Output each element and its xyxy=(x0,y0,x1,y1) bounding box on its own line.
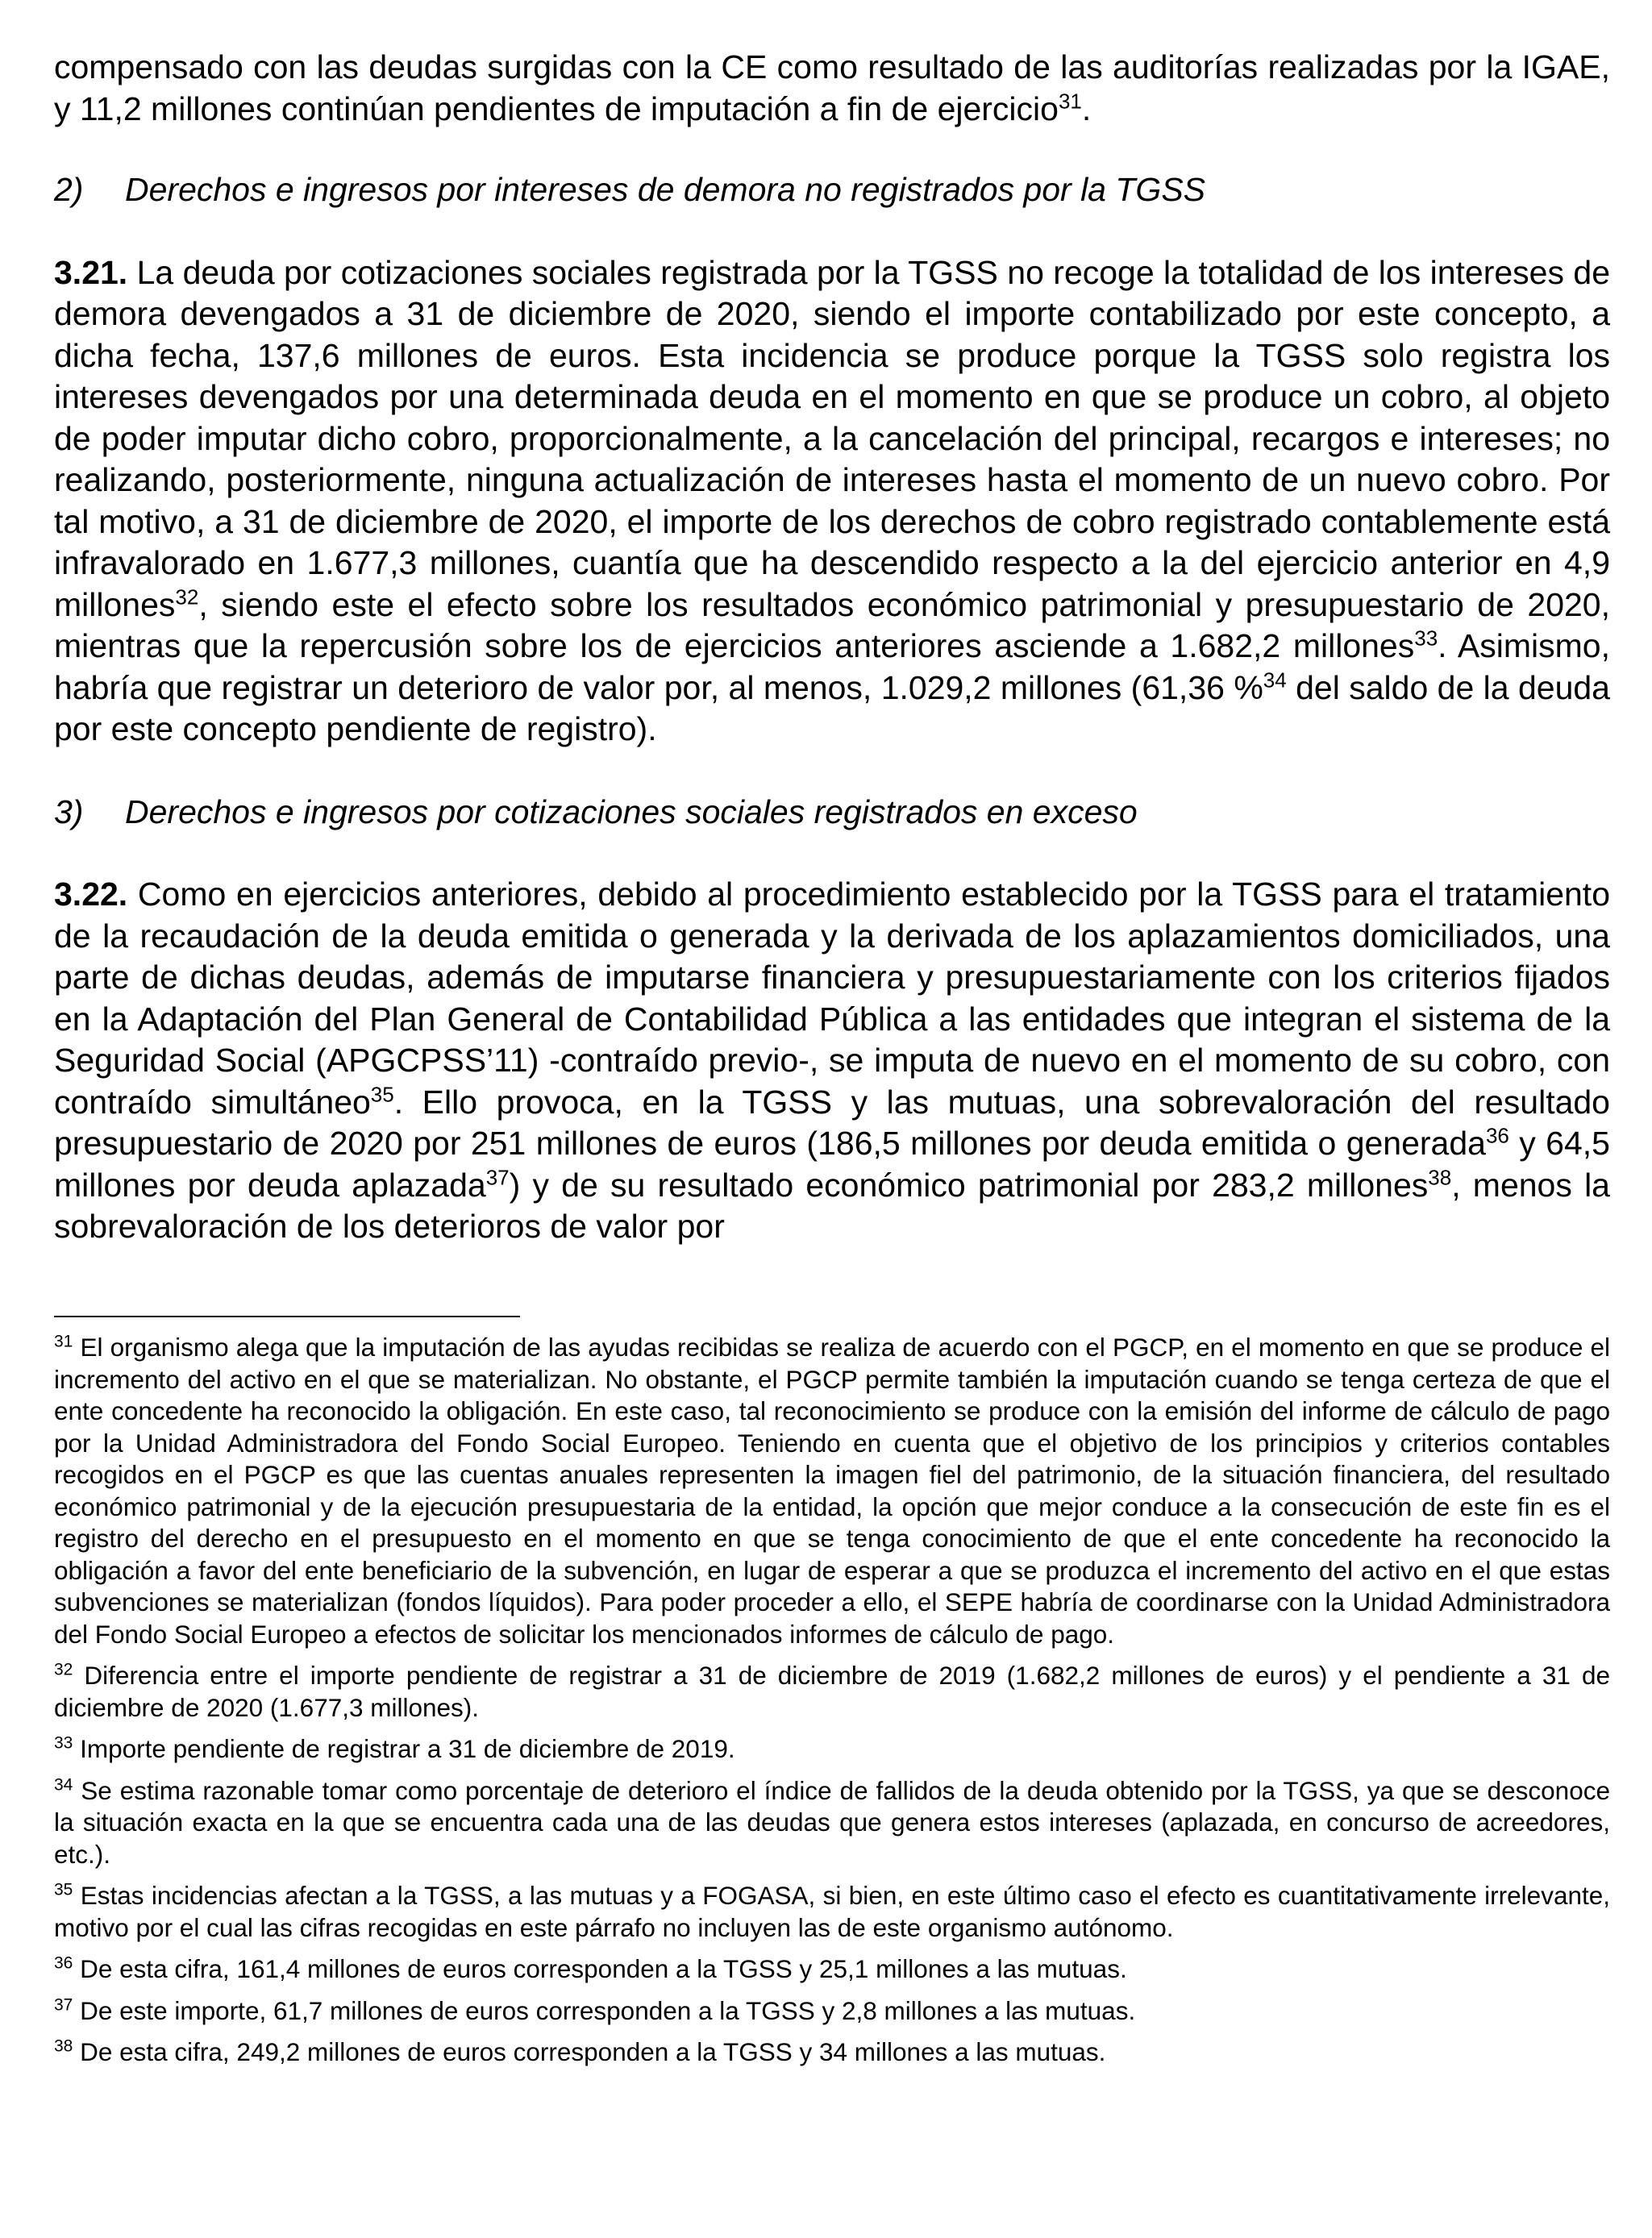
footnotes xyxy=(54,1332,1610,2078)
footnote-ref-36[interactable]: 36 xyxy=(1485,1123,1509,1148)
footnote-text: Se estima razonable tomar como porcentaje de deterioro el índice de fallidos de la deuda obtenido por la TGSS, ya que se desconoce la situación exacta en la que se encuentra cada una de las deudas que genera estos intereses (aplazada, en concurso de acreedores, etc.). xyxy=(54,1775,1610,1869)
paragraph-3-21 xyxy=(54,252,1610,751)
footnote-36 xyxy=(54,1953,1610,1986)
paragraph-text: La deuda por cotizaciones sociales registrada por la TGSS no recoge la totalidad de los intereses de demora devengados a 31 de diciembre de 2020, siendo el importe contabilizado por este concepto, a dicha fecha, 137,6 millones de euros. Esta incidencia se produce porque la TGSS solo registra los intereses devengados por una determinada deuda en el momento en que se produce un cobro, al objeto de poder imputar dicho cobro, proporcionalmente, a la cancelación del principal, recargos e intereses; no realizando, posteriormente, ninguna actualización de intereses hasta el momento de un nuevo cobro. Por tal motivo, a 31 de diciembre de 2020, el importe de los derechos de cobro registrado contablemente está infravalorado en 1.677,3 millones, cuantía que ha descendido respecto a la del ejercicio anterior en 4,9 millones xyxy=(54,253,1610,623)
footnote-33 xyxy=(54,1733,1610,1766)
footnote-32 xyxy=(54,1660,1610,1724)
footnote-ref-37[interactable]: 37 xyxy=(485,1164,510,1189)
footnote-ref-31[interactable]: 31 xyxy=(1058,88,1082,113)
section-heading-number: 2) xyxy=(54,171,84,208)
paragraph-text: del saldo de la deuda por este concepto pendiente de registro). xyxy=(54,668,1610,747)
footnote-text: Estas incidencias afectan a la TGSS, a las mutuas y a FOGASA, si bien, en este último caso el efecto es cuantitativamente irrelevante, motivo por el cual las cifras recogidas en este párrafo no incluyen las de este organismo autónomo. xyxy=(54,1881,1610,1942)
spacer xyxy=(54,833,1610,874)
spacer xyxy=(54,751,1610,792)
paragraph-3-22 xyxy=(54,874,1610,1248)
paragraph-text: , siendo este el efecto sobre los resultados económico patrimonial y presupuestario de 2020, mientras que la repercusión sobre los de ejercicios anteriores asciende a 1.682,2 millones xyxy=(54,585,1610,664)
footnote-number: 34 xyxy=(54,1775,73,1794)
footnote-text: De esta cifra, 249,2 millones de euros corresponden a la TGSS y 34 millones a las mutuas. xyxy=(73,2037,1106,2066)
footnote-text: El organismo alega que la imputación de las ayudas recibidas se realiza de acuerdo con el PGCP, en el momento en que se produce el incremento del activo en el que se materializan. No obstante, el PGCP permite también la imputación cuando se tenga certeza de que el ente concedente ha reconocido la obligación. En este caso, tal reconocimiento se produce con la emisión del informe de cálculo de pago por la Unidad Administradora del Fondo Social Europeo. Teniendo en cuenta que el objetivo de los principios y criterios contables recogidos en el PGCP es que las cuentas anuales representen la imagen fiel del patrimonio, de la situación financiera, del resultado económico patrimonial y de la ejecución presupuestaria de la entidad, la opción que mejor conduce a la consecución de este fin es el registro del derecho en el presupuesto en el momento en que se tenga conocimiento de que el ente concedente ha reconocido la obligación a favor del ente beneficiario de la subvención, en lugar de esperar a que se produzca el incremento del activo en el que estas subvenciones se materializan (fondos líquidos). Para poder proceder a ello, el SEPE habría de coordinarse con la Unidad Administradora del Fondo Social Europeo a efectos de solicitar los mencionados informes de cálculo de pago. xyxy=(54,1333,1610,1649)
footnote-ref-38[interactable]: 38 xyxy=(1428,1164,1452,1189)
footnote-ref-33[interactable]: 33 xyxy=(1414,626,1438,651)
footnote-ref-32[interactable]: 32 xyxy=(175,584,199,609)
footnote-35 xyxy=(54,1880,1610,1944)
footnote-number: 35 xyxy=(54,1880,73,1899)
paragraph-text: Como en ejercicios anteriores, debido al procedimiento establecido por la TGSS para el tratamiento de la recaudación de la deuda emitida o generada y la derivada de los aplazamientos domiciliados, una parte de dichas deudas, además de imputarse financiera y presupuestariamente con los criterios fijados en la Adaptación del Plan General de Contabilidad Pública a las entidades que integran el sistema de la Seguridad Social (APGCPSS’11) -contraído previo-, se imputa de nuevo en el momento de su cobro, con contraído simultáneo xyxy=(54,876,1610,1121)
section-heading-text: Derechos e ingresos por cotizaciones sociales registrados en exceso xyxy=(125,792,1138,830)
footnote-number: 33 xyxy=(54,1733,73,1753)
section-heading-text: Derechos e ingresos por intereses de demora no registrados por la TGSS xyxy=(125,171,1206,208)
footnote-ref-35[interactable]: 35 xyxy=(370,1081,394,1106)
footnote-34 xyxy=(54,1775,1610,1871)
spacer xyxy=(54,130,1610,169)
footnote-separator xyxy=(54,1316,520,1317)
footnote-31 xyxy=(54,1332,1610,1650)
footnote-number: 38 xyxy=(54,2036,73,2056)
footnote-number: 36 xyxy=(54,1953,73,1973)
paragraph-text: , menos la sobrevaloración de los deterioros de valor por xyxy=(54,1166,1610,1245)
paragraph-number: 3.21. xyxy=(54,253,128,291)
paragraph-text: y 64,5 millones por deuda aplazada xyxy=(54,1125,1610,1204)
footnote-number: 32 xyxy=(54,1660,73,1679)
intro-paragraph xyxy=(54,47,1610,130)
footnote-ref-34[interactable]: 34 xyxy=(1263,667,1287,692)
footnote-text: Diferencia entre el importe pendiente de registrar a 31 de diciembre de 2019 (1.682,2 millones de euros) y el pendiente a 31 de diciembre de 2020 (1.677,3 millones). xyxy=(54,1661,1610,1722)
footnote-text: Importe pendiente de registrar a 31 de diciembre de 2019. xyxy=(73,1734,735,1763)
footnote-number: 37 xyxy=(54,1995,73,2014)
paragraph-text: . Asimismo, habría que registrar un deterioro de valor por, al menos, 1.029,2 millones (61,36 % xyxy=(54,627,1610,706)
spacer xyxy=(54,211,1610,252)
section-heading-2 xyxy=(54,169,1610,211)
paragraph-text: . Ello provoca, en la TGSS y las mutuas, una sobrevaloración del resultado presupuestario de 2020 por 251 millones de euros (186,5 millones por deuda emitida o generada xyxy=(54,1083,1610,1162)
document-body xyxy=(54,47,1610,1248)
intro-tail: . xyxy=(1081,89,1092,127)
section-heading-3 xyxy=(54,792,1610,834)
footnote-37 xyxy=(54,1995,1610,2028)
footnote-text: De esta cifra, 161,4 millones de euros corresponden a la TGSS y 25,1 millones a las mutuas. xyxy=(73,1954,1127,1983)
paragraph-number: 3.22. xyxy=(54,876,128,913)
intro-text: compensado con las deudas surgidas con la CE como resultado de las auditorías realizadas por la IGAE, y 11,2 millones continúan pendientes de imputación a fin de ejercicio xyxy=(54,48,1610,127)
footnote-number: 31 xyxy=(54,1332,73,1351)
footnote-text: De este importe, 61,7 millones de euros corresponden a la TGSS y 2,8 millones a las mutuas. xyxy=(73,1995,1136,2025)
paragraph-text: ) y de su resultado económico patrimonial por 283,2 millones xyxy=(509,1166,1429,1204)
section-heading-number: 3) xyxy=(54,792,84,830)
footnote-38 xyxy=(54,2036,1610,2069)
